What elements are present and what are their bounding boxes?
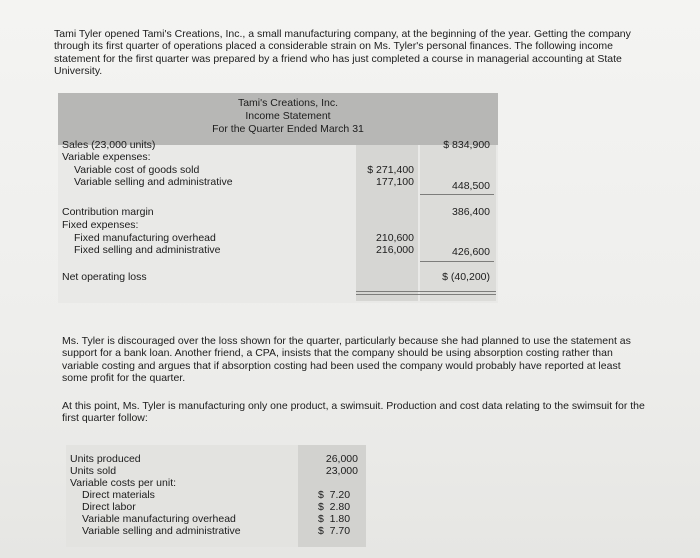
fixed-expenses-label: Fixed expenses:: [62, 219, 139, 231]
rule-double-2: [356, 294, 496, 295]
rule-fixed-total: [420, 261, 494, 262]
var-cogs-amount: $ 271,400: [367, 164, 414, 176]
var-cogs-label: Variable cost of goods sold: [74, 164, 200, 176]
units-sold-label: Units sold: [70, 465, 117, 477]
var-sga-per-unit-label: Variable selling and administrative: [82, 525, 241, 537]
production-cost-data: [66, 445, 366, 547]
fixed-mfg-label: Fixed manufacturing overhead: [74, 232, 216, 244]
direct-labor-label: Direct labor: [82, 501, 136, 513]
fixed-sga-label: Fixed selling and administrative: [74, 244, 221, 256]
fixed-mfg-amount: 210,600: [376, 232, 414, 244]
fixed-sga-amount: 216,000: [376, 244, 414, 256]
noi-label: Net operating loss: [62, 271, 147, 283]
cm-label: Contribution margin: [62, 206, 154, 218]
units-produced-label: Units produced: [70, 453, 141, 465]
statement-title: Income Statement: [245, 110, 331, 122]
rule-double-1: [356, 291, 496, 292]
direct-labor-value: $ 2.80: [318, 501, 351, 513]
discussion-paragraph: Ms. Tyler is discouraged over the loss shown for the quarter, particularly because she had planned to use the statement as support for a bank loan. Another friend, a CPA, insists that the company should be using absorption costing rather than variable costing and argues that if absorption costing had been used the company would probably have reported at least some profit for the quarter.: [62, 335, 631, 385]
sales-label: Sales (23,000 units): [62, 139, 156, 151]
units-produced-value: 26,000: [325, 453, 358, 465]
company-name: Tami's Creations, Inc.: [237, 97, 339, 109]
direct-materials-label: Direct materials: [82, 489, 155, 501]
variable-costs-label: Variable costs per unit:: [70, 477, 177, 489]
var-total: 448,500: [452, 180, 490, 192]
units-sold-value: 23,000: [325, 465, 358, 477]
income-statement: [58, 93, 498, 303]
direct-materials-value: $ 7.20: [318, 489, 351, 501]
rule-var-total: [420, 194, 494, 195]
fixed-total: 426,600: [452, 246, 490, 258]
var-mfg-oh-value: $ 1.80: [318, 513, 351, 525]
production-intro-paragraph: At this point, Ms. Tyler is manufacturing only one product, a swimsuit. Production and cost data relating to the swimsuit for the first quarter follow:: [62, 400, 645, 425]
intro-paragraph: Tami Tyler opened Tami's Creations, Inc., a small manufacturing company, at the beginning of the year. Getting the company through its first quarter of operations placed a considerable strain on Ms. Tyler's personal finances. The following income statement for the first quarter was prepared by a friend who has just completed a course in managerial accounting at State University.: [54, 28, 631, 78]
var-sga-label: Variable selling and administrative: [74, 176, 233, 188]
variable-expenses-label: Variable expenses:: [62, 151, 151, 163]
var-mfg-oh-label: Variable manufacturing overhead: [82, 513, 236, 525]
cm-total: 386,400: [452, 206, 490, 218]
sales-total: $ 834,900: [443, 139, 490, 151]
statement-period: For the Quarter Ended March 31: [212, 123, 364, 135]
noi-total: $ (40,200): [442, 271, 490, 283]
var-sga-per-unit-value: $ 7.70: [318, 525, 351, 537]
var-sga-amount: 177,100: [376, 176, 414, 188]
